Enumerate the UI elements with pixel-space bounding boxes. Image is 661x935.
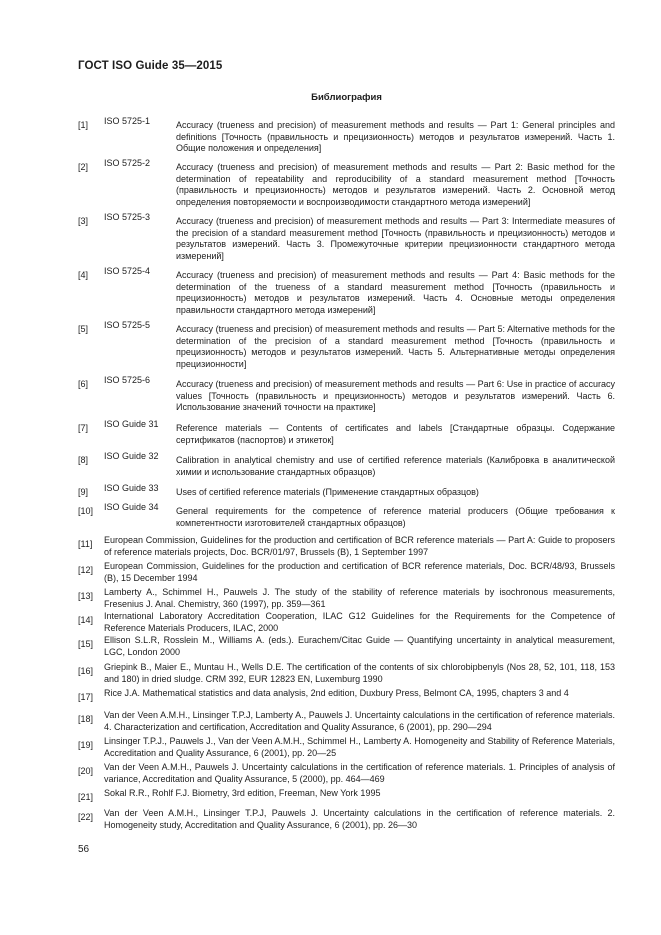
reference-number: [14]	[78, 615, 94, 625]
reference-text: Calibration in analytical chemistry and use of certified reference materials (Калибровка в аналитической химии и использование стандартных образцов)	[176, 455, 615, 477]
reference-number: [22]	[78, 812, 94, 822]
reference-number: [1]	[78, 120, 89, 130]
reference-number: [9]	[78, 487, 89, 497]
reference-number: [2]	[78, 162, 89, 172]
reference-text: Linsinger T.P.J., Pauwels J., Van der Veen A.M.H., Schimmel H., Lamberty A. Homogeneity and Stability of Reference Materials, Accreditation and Quality Assurance, 6 (2001), pp. 20—25	[104, 736, 615, 758]
reference-number: [7]	[78, 423, 89, 433]
reference-number: [18]	[78, 714, 94, 724]
reference-code: ISO 5725-2	[104, 158, 151, 168]
reference-number: [10]	[78, 506, 94, 516]
reference-number: [3]	[78, 216, 89, 226]
reference-text: Rice J.A. Mathematical statistics and data analysis, 2nd edition, Duxbury Press, Belmont CA, 1995, chapters 3 and 4	[104, 688, 569, 698]
reference-text: Lamberty A., Schimmel H., Pauwels J. The study of the stability of reference materials by isochronous measurements, Fresenius J. Anal. Chemistry, 360 (1997), pp. 359—361	[104, 587, 615, 609]
reference-code: ISO 5725-4	[104, 266, 151, 276]
reference-code: ISO Guide 33	[104, 483, 159, 493]
reference-number: [11]	[78, 539, 93, 549]
reference-code: ISO 5725-5	[104, 320, 151, 330]
reference-number: [19]	[78, 740, 94, 750]
bibliography-title-text: Библиография	[311, 92, 382, 103]
reference-number: [13]	[78, 591, 94, 601]
reference-text: Sokal R.R., Rohlf F.J. Biometry, 3rd edition, Freeman, New York 1995	[104, 788, 381, 798]
reference-number: [15]	[78, 639, 94, 649]
document-header: ГОСТ ISO Guide 35—2015	[78, 60, 223, 72]
page-number: 56	[78, 844, 90, 855]
reference-text: Van der Veen A.M.H., Linsinger T.P.J, Lamberty A., Pauwels J. Uncertainty calculations in the certification of reference materials. 4. Characterization and certification, Accreditation and Quality Assurance, 6 (2001), pp. 290—294	[104, 710, 615, 732]
reference-code: ISO 5725-1	[104, 116, 151, 126]
reference-text: Accuracy (trueness and precision) of measurement methods and results — Part 4: Basic methods for the determination of the trueness of a standard measurement method [Точность (правильность и прецизионность) методов и результатов измерений. Часть 4. Основные методы определения правильности стандартного метода измерений]	[176, 270, 615, 315]
reference-number: [12]	[78, 565, 94, 575]
reference-text: Accuracy (trueness and precision) of measurement methods and results — Part 5: Alternative methods for the determination of the precision of a standard measurement method [Точность (правильность и прецизионность) методов и результатов измерений. Часть 5. Альтернативные методы определения прецизионности]	[176, 324, 615, 369]
bibliography-title	[0, 92, 661, 103]
reference-text: Uses of certified reference materials (Применение стандартных образцов)	[176, 487, 479, 497]
reference-text: Accuracy (trueness and precision) of measurement methods and results — Part 1: General principles and definitions [Точность (правильность и прецизионность) методов и результатов измерений. Часть 1. Общие положения и определения]	[176, 120, 615, 154]
reference-number: [17]	[78, 692, 94, 702]
reference-text: European Commission, Guidelines for the production and certification of BCR reference materials — Part A: Guide to proposers of reference materials projects, Doc. BCR/01/97, Brussels (B), 1 September 1997	[104, 535, 615, 557]
reference-text: General requirements for the competence of reference material producers (Общие требования к компетентности изготовителей стандартных образцов)	[176, 506, 615, 528]
reference-text: Reference materials — Contents of certificates and labels [Стандартные образцы. Содержание сертификатов (паспортов) и этикеток]	[176, 423, 615, 445]
reference-text: Ellison S.L.R, Rosslein M., Williams A. (eds.). Eurachem/Citac Guide — Quantifying uncertainty in analytical measurement, LGC, London 2000	[104, 635, 615, 657]
reference-text: European Commission, Guidelines for the production and certification of BCR reference materials, Doc. BCR/48/93, Brussels (B), 15 December 1994	[104, 561, 615, 583]
reference-number: [8]	[78, 455, 89, 465]
reference-text: Van der Veen A.M.H., Linsinger T.P.J, Pauwels J. Uncertainty calculations in the certification of reference materials. 2. Homogeneity study, Accreditation and Quality Assurance, 6 (2001), pp. 26—30	[104, 808, 615, 830]
reference-number: [16]	[78, 666, 94, 676]
reference-text: Griepink B., Maier E., Muntau H., Wells D.E. The certification of the contents of six chlorobipbenyls (Nos 28, 52, 101, 118, 153 and 180) in dried sludge. CRM 392, EUR 12823 EN, Luxemburg 1990	[104, 662, 615, 684]
reference-code: ISO 5725-6	[104, 375, 151, 385]
reference-code: ISO Guide 31	[104, 419, 159, 429]
reference-number: [4]	[78, 270, 89, 280]
reference-code: ISO Guide 34	[104, 502, 159, 512]
reference-text: Accuracy (trueness and precision) of measurement methods and results — Part 2: Basic method for the determination of repeatability and reproducibility of a standard measurement method [Точность (правильность и прецизионность) методов и результатов измерений. Часть 2. Основной метод определения повторяемости и воспроизводимости стандартного метода измерений]	[176, 162, 615, 207]
reference-code: ISO Guide 32	[104, 451, 159, 461]
reference-text: Accuracy (trueness and precision) of measurement methods and results — Part 3: Intermediate measures of the precision of a standard measurement method [Точность (правильность и прецизионность) методов и результатов измерений. Часть 3. Промежуточные критерии прецизионности стандартного метода измерений]	[176, 216, 615, 261]
reference-text: Accuracy (trueness and precision) of measurement methods and results — Part 6: Use in practice of accuracy values [Точность (правильность и прецизионность) методов и результатов измерений. Часть 6. Использование значений точности на практике]	[176, 379, 615, 413]
reference-text: International Laboratory Accreditation Cooperation, ILAC G12 Guidelines for the Requirements for the Competence of Reference Materials Producers, ILAC, 2000	[104, 611, 615, 633]
reference-number: [5]	[78, 324, 89, 334]
reference-number: [21]	[78, 792, 94, 802]
reference-code: ISO 5725-3	[104, 212, 151, 222]
reference-number: [20]	[78, 766, 94, 776]
reference-number: [6]	[78, 379, 89, 389]
reference-text: Van der Veen A.M.H., Pauwels J. Uncertainty calculations in the certification of reference materials. 1. Principles of analysis of variance, Accreditation and Quality Assurance, 5 (2000), pp. 464—469	[104, 762, 615, 784]
